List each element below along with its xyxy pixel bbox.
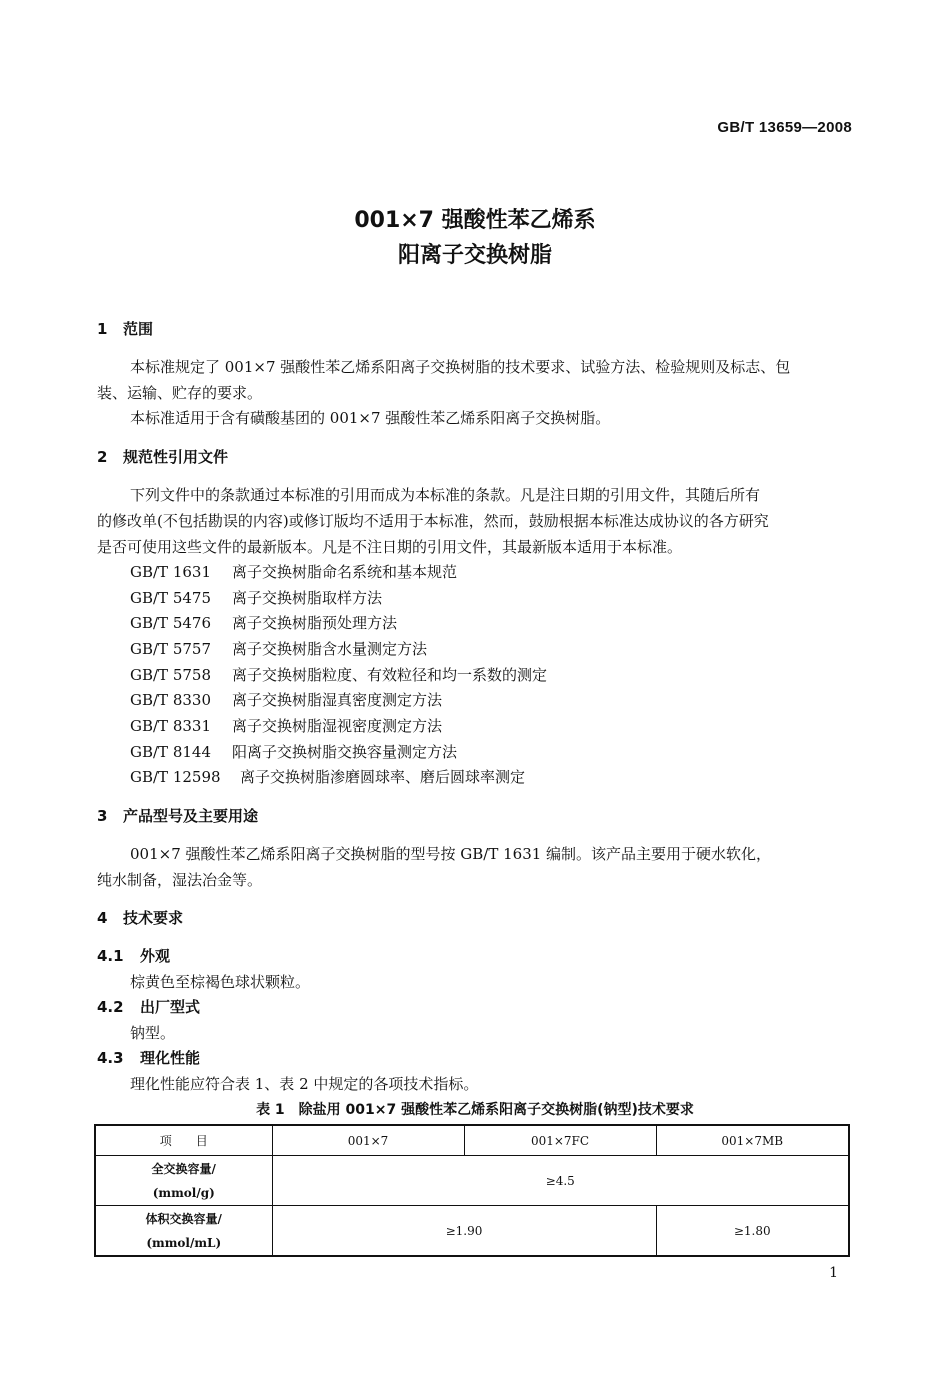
row-label-unit: (mmol/mL) (146, 1235, 222, 1250)
reference-item (130, 638, 427, 659)
section-number: 2 (97, 448, 108, 466)
subsection-title: 理化性能 (140, 1049, 201, 1067)
table-row (95, 1206, 849, 1257)
reference-item (130, 715, 442, 736)
table-value-cell: ≥1.80 (656, 1206, 849, 1257)
paragraph-line: 是否可使用这些文件的最新版本。凡是不注日期的引用文件，其最新版本适用于本标准。 (97, 538, 683, 556)
paragraph-line: 001×7 强酸性苯乙烯系阳离子交换树脂的型号按 GB/T 1631 编制。该产品主要用于硬水软化， (130, 845, 772, 863)
document-title-line2: 阳离子交换树脂 (397, 243, 552, 268)
section-number: 4 (97, 909, 108, 927)
paragraph-line: 钠型。 (130, 1024, 176, 1042)
paragraph-line: 本标准规定了 001×7 强酸性苯乙烯系阳离子交换树脂的技术要求、试验方法、检验规则及标志、包 (130, 358, 791, 376)
reference-name: 阳离子交换树脂交换容量测定方法 (232, 743, 458, 761)
paragraph-line: 理化性能应符合表 1、表 2 中规定的各项技术指标。 (130, 1075, 479, 1093)
table-value-cell: ≥4.5 (272, 1156, 849, 1206)
standard-number: GB/T 13659—2008 (717, 119, 852, 136)
paragraph-line: 纯水制备，湿法冶金等。 (97, 871, 263, 889)
table-header-cell: 项 目 (95, 1125, 272, 1156)
reference-name: 离子交换树脂湿视密度测定方法 (232, 717, 443, 735)
reference-code: GB/T 5476 (130, 614, 212, 632)
table-header-row (95, 1125, 849, 1156)
reference-code: GB/T 12598 (130, 768, 221, 786)
reference-item (130, 741, 457, 762)
reference-code: GB/T 8331 (130, 717, 212, 735)
subsection-number: 4.3 (97, 1049, 124, 1067)
reference-name: 离子交换树脂取样方法 (232, 589, 383, 607)
paragraph-line: 的修改单(不包括勘误的内容)或修订版均不适用于本标准，然而，鼓励根据本标准达成协议的各方研究 (97, 512, 769, 530)
row-label-cell (95, 1206, 272, 1257)
row-label-unit: (mmol/g) (152, 1185, 215, 1200)
section-title: 产品型号及主要用途 (123, 807, 259, 825)
subsection-title: 出厂型式 (140, 998, 201, 1016)
paragraph-line: 本标准适用于含有磺酸基团的 001×7 强酸性苯乙烯系阳离子交换树脂。 (130, 409, 611, 427)
reference-item (130, 664, 547, 685)
reference-item (130, 689, 442, 710)
section-title: 范围 (123, 320, 154, 338)
paragraph-line: 棕黄色至棕褐色球状颗粒。 (130, 973, 311, 991)
reference-code: GB/T 8144 (130, 743, 212, 761)
section-title: 技术要求 (123, 909, 184, 927)
subsection-4-2-heading (97, 996, 200, 1017)
reference-item (130, 612, 397, 633)
reference-name: 离子交换树脂预处理方法 (232, 614, 398, 632)
reference-item (130, 561, 457, 582)
section-number: 3 (97, 807, 108, 825)
document-title-line1: 001×7 强酸性苯乙烯系 (354, 208, 596, 233)
section-3-heading (97, 805, 258, 826)
section-2-heading (97, 446, 228, 467)
table-header-cell: 001×7MB (656, 1125, 849, 1156)
reference-code: GB/T 1631 (130, 563, 212, 581)
table-row (95, 1156, 849, 1206)
section-number: 1 (97, 320, 108, 338)
section-4-heading (97, 907, 183, 928)
row-label-line: 体积交换容量/ (145, 1211, 222, 1226)
paragraph-line: 装、运输、贮存的要求。 (97, 384, 263, 402)
reference-code: GB/T 5757 (130, 640, 212, 658)
subsection-4-1-heading (97, 945, 170, 966)
subsection-title: 外观 (140, 947, 171, 965)
subsection-4-3-heading (97, 1047, 200, 1068)
reference-code: GB/T 5758 (130, 666, 212, 684)
subsection-number: 4.1 (97, 947, 124, 965)
page-number: 1 (829, 1265, 838, 1281)
reference-code: GB/T 5475 (130, 589, 212, 607)
reference-item (130, 766, 525, 787)
reference-item (130, 587, 382, 608)
subsection-number: 4.2 (97, 998, 124, 1016)
table-caption: 表 1 除盐用 001×7 强酸性苯乙烯系阳离子交换树脂(钠型)技术要求 (256, 1102, 694, 1118)
row-label-line: 全交换容量/ (151, 1161, 216, 1176)
table-value-cell: ≥1.90 (272, 1206, 656, 1257)
table-header-cell: 001×7 (272, 1125, 464, 1156)
reference-name: 离子交换树脂湿真密度测定方法 (232, 691, 443, 709)
section-1-heading (97, 318, 153, 339)
reference-name: 离子交换树脂渗磨圆球率、磨后圆球率测定 (240, 768, 526, 786)
reference-name: 离子交换树脂命名系统和基本规范 (232, 563, 458, 581)
reference-name: 离子交换树脂粒度、有效粒径和均一系数的测定 (232, 666, 548, 684)
paragraph-line: 下列文件中的条款通过本标准的引用而成为本标准的条款。凡是注日期的引用文件，其随后所有 (130, 486, 761, 504)
row-label-cell (95, 1156, 272, 1206)
reference-name: 离子交换树脂含水量测定方法 (232, 640, 428, 658)
spec-table (94, 1124, 850, 1257)
table-header-cell: 001×7FC (464, 1125, 656, 1156)
section-title: 规范性引用文件 (123, 448, 229, 466)
reference-code: GB/T 8330 (130, 691, 212, 709)
